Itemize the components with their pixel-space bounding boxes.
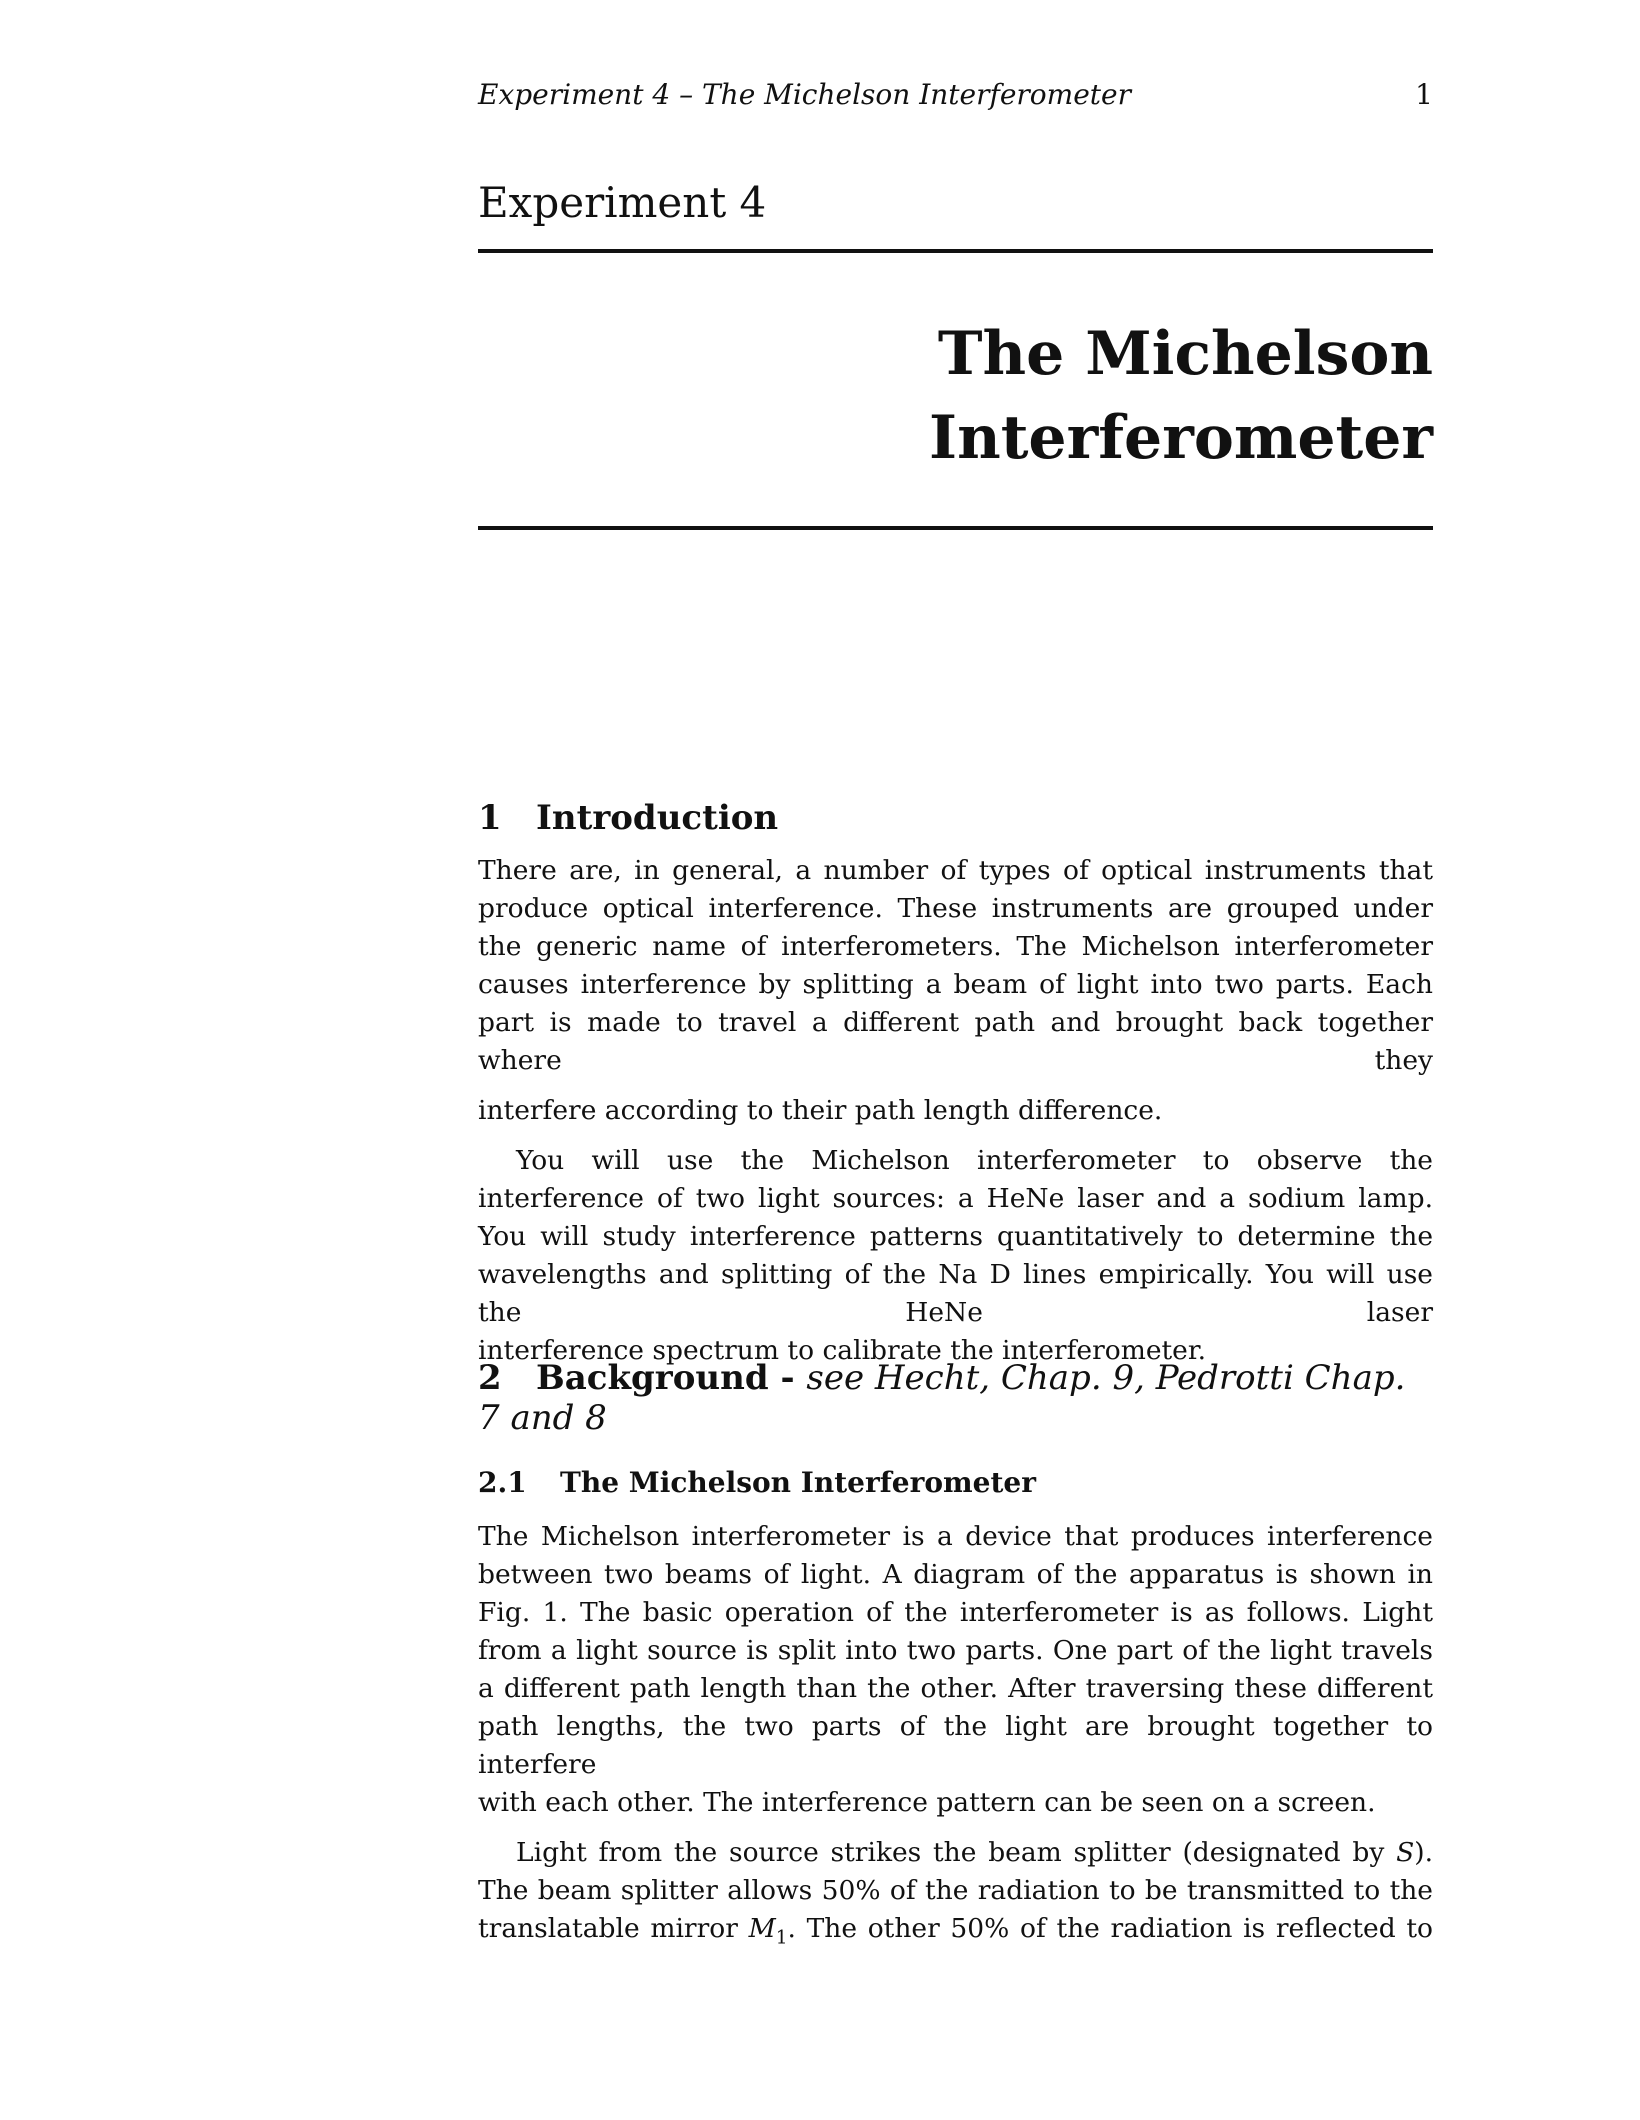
text-line: a different path length than the other. After traversing these different (478, 1673, 1433, 1704)
section-reference: see Hecht, Chap. 9, Pedrotti Chap. 7 and 8 (478, 1358, 1406, 1438)
chapter-title-line-1: The Michelson (937, 319, 1433, 389)
text-line: You will use the Michelson interferometer to observe the interference (478, 1145, 1433, 1214)
background-paragraph-1-end (478, 1784, 1433, 1822)
section-title: Introduction (536, 798, 779, 838)
background-paragraph-2 (478, 1834, 1433, 1957)
background-body (478, 1518, 1433, 1957)
introduction-paragraph-2 (478, 1142, 1433, 1332)
subsection-title: The Michelson Interferometer (560, 1466, 1036, 1499)
running-head (478, 78, 1433, 112)
document-page (478, 0, 1433, 2120)
text-line: splitting of the Na D lines empirically. You will use the HeNe laser (478, 1259, 1433, 1328)
beam-splitter-symbol: S (1396, 1837, 1415, 1868)
text-line: made to travel a different path and brought back together where they (478, 1007, 1433, 1076)
mirror-symbol: M (748, 1913, 776, 1944)
text-line: ). (1414, 1837, 1433, 1868)
text-line: interference patterns quantitatively to determine the wavelengths and (478, 1221, 1434, 1290)
chapter-title-line-2: Interferometer (929, 403, 1433, 473)
section-heading-introduction (478, 798, 1433, 838)
running-head-title: Experiment 4 – The Michelson Interferometer (478, 78, 1131, 111)
chapter-title (833, 312, 1433, 480)
text-line: . The other 50% of the radiation is reflected to (787, 1913, 1433, 1944)
text-line: between two beams of light. A diagram of the apparatus is shown in (478, 1559, 1433, 1590)
text-line: from a light source is split into two parts. One part of the light travels (478, 1635, 1433, 1666)
section-number: 2 (478, 1358, 502, 1398)
background-paragraph-1 (478, 1518, 1433, 1784)
text-line: produce optical interference. These instruments are grouped under the (478, 893, 1433, 962)
chapter-rule-top (478, 249, 1433, 253)
introduction-paragraph-1-end (478, 1092, 1433, 1130)
section-heading-background (478, 1358, 1433, 1438)
text-line: interference spectrum to calibrate the interferometer. (478, 1335, 1207, 1366)
text-line: Fig. 1. The basic operation of the interferometer is as follows. Light (478, 1597, 1433, 1628)
introduction-body (478, 852, 1433, 1370)
chapter-label: Experiment 4 (478, 178, 767, 227)
text-line: path lengths, the two parts of the light are brought together to interfere (478, 1711, 1433, 1780)
text-line: interfere according to their path length difference. (478, 1095, 1163, 1126)
chapter-rule-bottom (478, 526, 1433, 530)
subsection-number: 2.1 (478, 1466, 527, 1499)
text-line: with each other. The interference pattern can be seen on a screen. (478, 1787, 1376, 1818)
text-line: interference by splitting a beam of light into two parts. Each part is (478, 969, 1433, 1038)
mirror-subscript: 1 (775, 1927, 788, 1949)
text-line: There are, in general, a number of types of optical instruments that (478, 855, 1433, 886)
text-line: of two light sources: a HeNe laser and a sodium lamp. You will study (478, 1183, 1433, 1252)
section-number: 1 (478, 798, 502, 838)
subsection-heading-michelson (478, 1466, 1036, 1500)
text-line: generic name of interferometers. The Michelson interferometer causes (478, 931, 1433, 1000)
text-line: translatable mirror (478, 1913, 749, 1944)
section-title: Background - (536, 1358, 807, 1398)
text-line: The Michelson interferometer is a device that produces interference (478, 1521, 1433, 1552)
text-line: The beam splitter allows 50% of the radiation to be transmitted to the (478, 1875, 1433, 1906)
page-number: 1 (1415, 78, 1433, 111)
introduction-paragraph-1 (478, 852, 1433, 1080)
text-line: Light from the source strikes the beam splitter (designated by (516, 1837, 1397, 1868)
